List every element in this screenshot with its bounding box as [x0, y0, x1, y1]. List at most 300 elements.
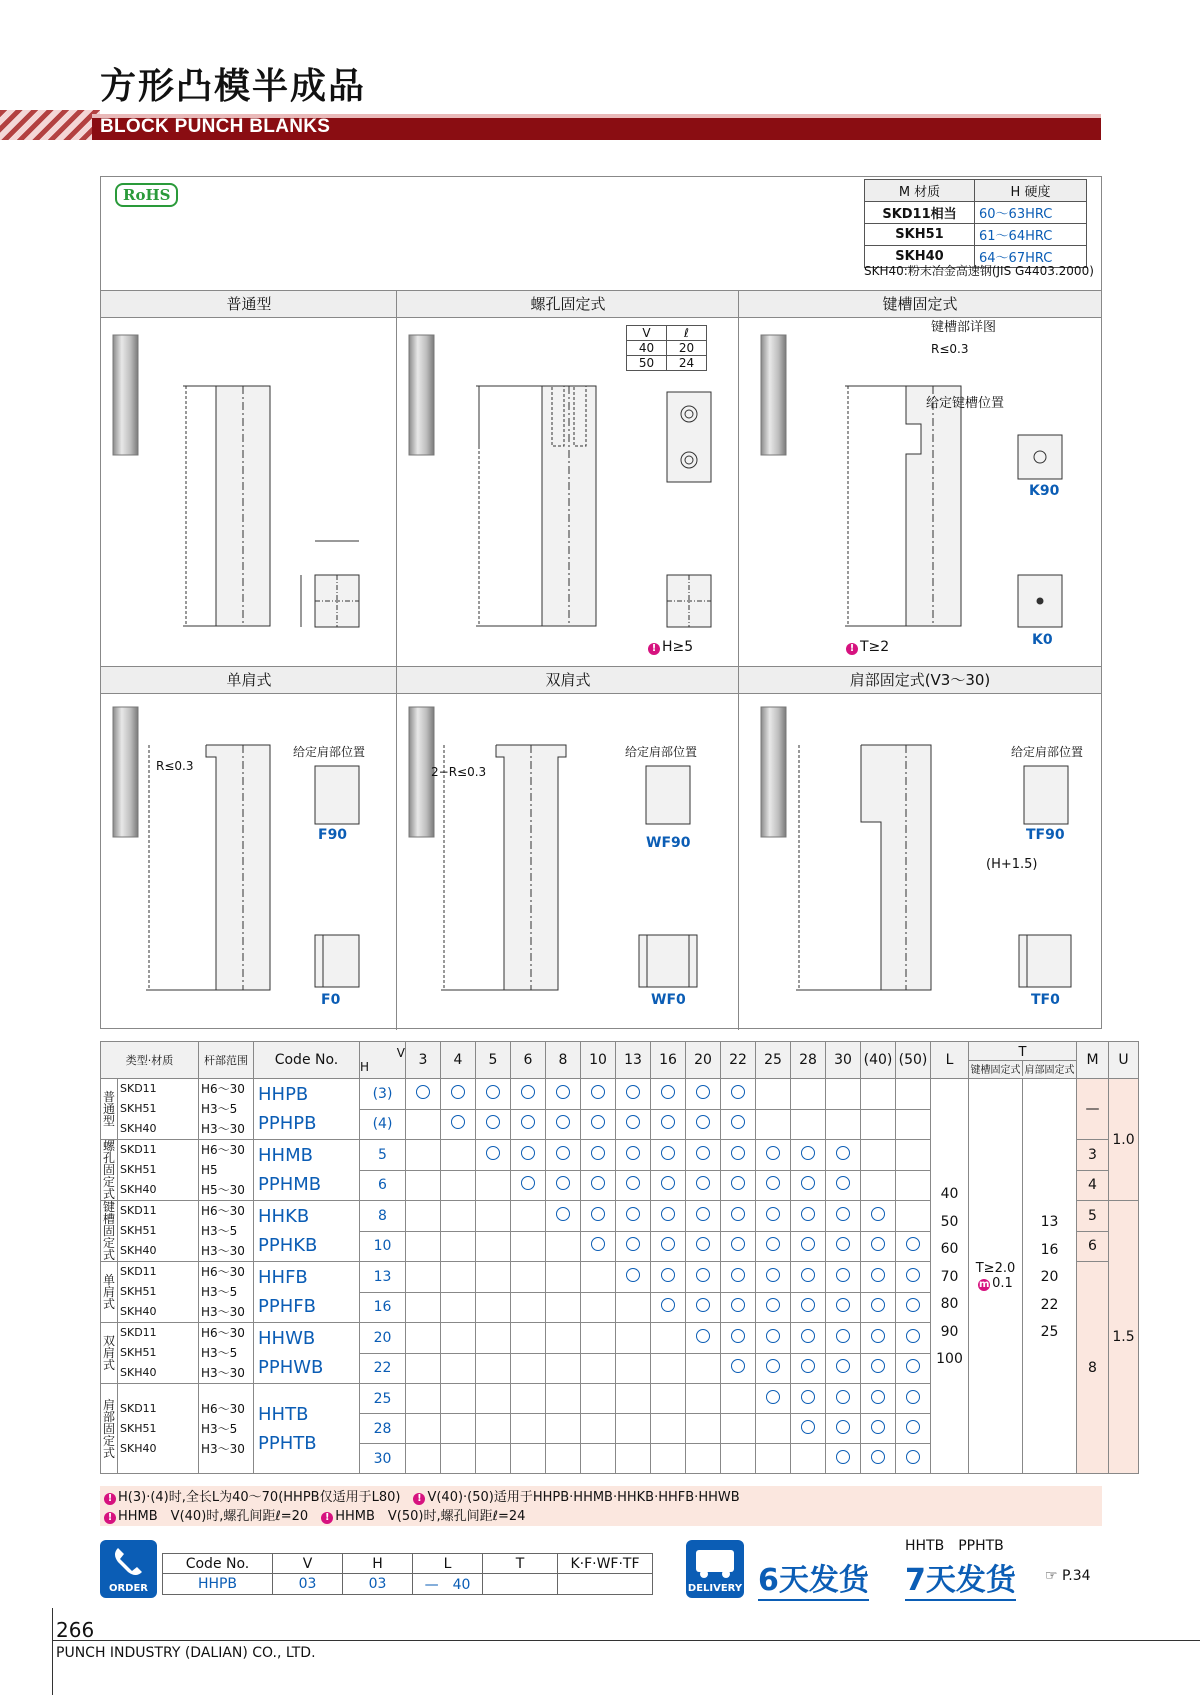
- availability-cell: [476, 1109, 511, 1140]
- availability-cell: [546, 1292, 581, 1323]
- availability-cell: [791, 1444, 826, 1474]
- type-label: 键槽固定式: [101, 1201, 118, 1262]
- availability-cell: [581, 1231, 616, 1262]
- range-header: 杆部范围: [199, 1042, 254, 1079]
- availability-cell: [756, 1262, 791, 1293]
- m-value: 5: [1077, 1201, 1109, 1232]
- v-col: 30: [826, 1042, 861, 1079]
- single-shoulder-position-label: 给定肩部位置: [293, 745, 366, 759]
- availability-cell: [511, 1353, 546, 1384]
- l-header: L: [931, 1042, 969, 1079]
- availability-cell: [476, 1323, 511, 1354]
- type-label: 螺孔固定式: [101, 1140, 118, 1201]
- available-mark: [486, 1085, 500, 1099]
- material-item: SKH40: [120, 1122, 157, 1135]
- available-mark: [661, 1268, 675, 1282]
- available-mark: [416, 1085, 430, 1099]
- panel-title-keyway: 键槽固定式: [739, 291, 1101, 318]
- code-no: HHKB: [258, 1206, 310, 1227]
- material-item: SKD11: [120, 1204, 157, 1217]
- availability-cell: [686, 1292, 721, 1323]
- availability-cell: [896, 1292, 931, 1323]
- availability-cell: [651, 1414, 686, 1444]
- availability-cell: [896, 1140, 931, 1171]
- availability-cell: [861, 1414, 896, 1444]
- available-mark: [521, 1146, 535, 1160]
- k90-label: K90: [1029, 483, 1060, 499]
- company-name: PUNCH INDUSTRY (DALIAN) CO., LTD.: [56, 1645, 316, 1661]
- availability-cell: [651, 1170, 686, 1201]
- material-item: SKH51: [120, 1224, 157, 1237]
- l-value: 60: [940, 1241, 959, 1257]
- availability-cell: [826, 1444, 861, 1474]
- available-mark: [906, 1390, 920, 1404]
- availability-cell: [616, 1414, 651, 1444]
- availability-cell: [826, 1292, 861, 1323]
- panel-title-single-shoulder: 单肩式: [101, 667, 397, 694]
- u-value: 1.0: [1109, 1079, 1139, 1201]
- keyway-position-label: 给定键槽位置: [926, 396, 1005, 411]
- availability-cell: [861, 1323, 896, 1354]
- v-col: 3: [406, 1042, 441, 1079]
- order-value: [483, 1574, 558, 1595]
- availability-cell: [441, 1292, 476, 1323]
- l-value: 50: [940, 1213, 959, 1230]
- h-value: 16: [360, 1292, 406, 1323]
- material-list: [118, 1323, 199, 1384]
- code-cell: [254, 1079, 360, 1140]
- availability-cell: [581, 1292, 616, 1323]
- t-shoulder-value: 13: [1040, 1214, 1059, 1230]
- available-mark: [836, 1207, 850, 1221]
- available-mark: [486, 1115, 500, 1129]
- footer-rule: [52, 1640, 1200, 1641]
- availability-cell: [756, 1201, 791, 1232]
- l-value: 70: [940, 1268, 959, 1285]
- keyway-note: ! T≥2: [846, 639, 889, 655]
- code-no: HHFB: [258, 1267, 308, 1288]
- available-mark: [871, 1420, 885, 1434]
- l-value: 40: [940, 1186, 959, 1202]
- availability-cell: [546, 1444, 581, 1474]
- available-mark: [836, 1420, 850, 1434]
- l-value: 24: [667, 356, 707, 371]
- range-item: H3～30: [201, 1122, 245, 1136]
- available-mark: [906, 1298, 920, 1312]
- delivery-days-extended: 7天发货: [905, 1555, 1016, 1601]
- availability-cell: [616, 1292, 651, 1323]
- availability-cell: [546, 1201, 581, 1232]
- material-note: SKH40:粉末冶金高速钢(JIS G4403.2000): [864, 264, 1094, 278]
- material-list: [118, 1384, 199, 1474]
- available-mark: [766, 1329, 780, 1343]
- available-mark: [626, 1268, 640, 1282]
- order-value: — 40: [413, 1574, 483, 1595]
- available-mark: [801, 1329, 815, 1343]
- material-list: [118, 1201, 199, 1262]
- range-list: [199, 1201, 254, 1262]
- availability-cell: [616, 1384, 651, 1414]
- order-value: 03: [343, 1574, 413, 1595]
- keyway-detail-label: 键槽部详图: [931, 320, 997, 335]
- available-mark: [801, 1359, 815, 1373]
- order-header: H: [343, 1554, 413, 1574]
- availability-cell: [651, 1079, 686, 1110]
- type-material-header: 类型·材质: [101, 1042, 199, 1079]
- availability-cell: [826, 1170, 861, 1201]
- availability-cell: [686, 1353, 721, 1384]
- material-name: SKH51: [865, 224, 975, 246]
- availability-cell: [476, 1231, 511, 1262]
- availability-cell: [476, 1262, 511, 1293]
- code-no: HHWB: [258, 1328, 316, 1349]
- material-item: SKH40: [120, 1244, 157, 1257]
- available-mark: [731, 1237, 745, 1251]
- panel-title-double-shoulder: 双肩式: [397, 667, 739, 694]
- availability-cell: [651, 1140, 686, 1171]
- available-mark: [871, 1237, 885, 1251]
- shoulder-fixed-position-label: 给定肩部位置: [1011, 745, 1084, 759]
- available-mark: [801, 1237, 815, 1251]
- availability-cell: [511, 1323, 546, 1354]
- type-label: 双肩式: [101, 1323, 118, 1384]
- availability-cell: [861, 1140, 896, 1171]
- availability-cell: [721, 1109, 756, 1140]
- t-keyway-header: 键槽固定式: [969, 1061, 1023, 1076]
- availability-cell: [896, 1079, 931, 1110]
- available-mark: [836, 1359, 850, 1373]
- available-mark: [661, 1207, 675, 1221]
- code-no: PPHFB: [258, 1296, 316, 1317]
- available-mark: [486, 1146, 500, 1160]
- available-mark: [556, 1146, 570, 1160]
- availability-cell: [651, 1292, 686, 1323]
- availability-cell: [476, 1140, 511, 1171]
- hardness-header: H 硬度: [975, 180, 1087, 202]
- hardness-value: 64～67HRC: [975, 246, 1087, 268]
- available-mark: [661, 1115, 675, 1129]
- availability-cell: [721, 1140, 756, 1171]
- material-item: SKH40: [120, 1441, 157, 1455]
- double-shoulder-position-label: 给定肩部位置: [625, 745, 698, 759]
- availability-cell: [651, 1262, 686, 1293]
- vh-header: V H: [360, 1042, 406, 1079]
- v-col: 8: [546, 1042, 581, 1079]
- available-mark: [766, 1146, 780, 1160]
- h-value: 8: [360, 1201, 406, 1232]
- available-mark: [731, 1085, 745, 1099]
- availability-cell: [546, 1079, 581, 1110]
- order-header: Code No.: [163, 1554, 273, 1574]
- v-col: 25: [756, 1042, 791, 1079]
- availability-cell: [721, 1170, 756, 1201]
- material-item: SKD11: [120, 1082, 157, 1095]
- availability-cell: [861, 1353, 896, 1384]
- f90-label: F90: [318, 827, 348, 843]
- material-item: SKD11: [120, 1143, 157, 1156]
- u-value: 1.5: [1109, 1201, 1139, 1474]
- page-number: 266: [56, 1618, 95, 1642]
- availability-cell: [406, 1231, 441, 1262]
- availability-cell: [826, 1231, 861, 1262]
- m-value: 4: [1077, 1170, 1109, 1201]
- availability-cell: [721, 1353, 756, 1384]
- availability-cell: [511, 1170, 546, 1201]
- code-header: Code No.: [254, 1042, 360, 1079]
- available-mark: [801, 1298, 815, 1312]
- available-mark: [766, 1298, 780, 1312]
- range-item: H6～30: [201, 1265, 245, 1279]
- product-table: [100, 1041, 1139, 1474]
- l-head: ℓ: [667, 326, 707, 341]
- panel-title-shoulder-fixed: 肩部固定式(V3～30): [739, 667, 1101, 694]
- range-item: H3～5: [201, 1285, 238, 1299]
- availability-cell: [791, 1079, 826, 1110]
- v-col: 20: [686, 1042, 721, 1079]
- range-item: H3～30: [201, 1366, 245, 1380]
- availability-cell: [686, 1262, 721, 1293]
- availability-cell: [721, 1292, 756, 1323]
- available-mark: [731, 1115, 745, 1129]
- availability-cell: [861, 1109, 896, 1140]
- drawing-area: [100, 176, 1102, 1029]
- order-header: K·F·WF·TF: [558, 1554, 653, 1574]
- availability-cell: [791, 1170, 826, 1201]
- availability-cell: [441, 1384, 476, 1414]
- v-col: 10: [581, 1042, 616, 1079]
- available-mark: [626, 1085, 640, 1099]
- availability-cell: [441, 1353, 476, 1384]
- availability-cell: [581, 1353, 616, 1384]
- available-mark: [906, 1359, 920, 1373]
- available-mark: [731, 1176, 745, 1190]
- availability-cell: [686, 1079, 721, 1110]
- available-mark: [626, 1176, 640, 1190]
- t-shoulder-value: 20: [1040, 1269, 1059, 1285]
- availability-cell: [686, 1140, 721, 1171]
- availability-cell: [441, 1231, 476, 1262]
- v-col: 4: [441, 1042, 476, 1079]
- v-col: 13: [616, 1042, 651, 1079]
- available-mark: [906, 1329, 920, 1343]
- available-mark: [836, 1329, 850, 1343]
- availability-cell: [686, 1109, 721, 1140]
- availability-cell: [756, 1231, 791, 1262]
- availability-cell: [721, 1079, 756, 1110]
- availability-cell: [826, 1323, 861, 1354]
- availability-cell: [651, 1109, 686, 1140]
- page-subtitle: BLOCK PUNCH BLANKS: [100, 116, 331, 137]
- available-mark: [661, 1146, 675, 1160]
- range-item: H3～30: [201, 1441, 245, 1456]
- l-value: 20: [667, 341, 707, 356]
- available-mark: [696, 1085, 710, 1099]
- availability-cell: [721, 1323, 756, 1354]
- availability-cell: [616, 1353, 651, 1384]
- m-value: 8: [1077, 1262, 1109, 1474]
- range-item: H6～30: [201, 1326, 245, 1340]
- availability-cell: [896, 1201, 931, 1232]
- available-mark: [801, 1390, 815, 1404]
- available-mark: [696, 1237, 710, 1251]
- availability-cell: [406, 1201, 441, 1232]
- availability-cell: [581, 1079, 616, 1110]
- range-item: H6～30: [201, 1082, 245, 1096]
- available-mark: [696, 1298, 710, 1312]
- available-mark: [591, 1207, 605, 1221]
- code-cell: [254, 1323, 360, 1384]
- available-mark: [836, 1176, 850, 1190]
- available-mark: [556, 1176, 570, 1190]
- available-mark: [591, 1085, 605, 1099]
- material-item: SKH40: [120, 1366, 157, 1379]
- range-item: H3～5: [201, 1102, 238, 1116]
- availability-cell: [476, 1292, 511, 1323]
- available-mark: [661, 1237, 675, 1251]
- available-mark: [626, 1237, 640, 1251]
- availability-cell: [616, 1444, 651, 1474]
- available-mark: [801, 1420, 815, 1434]
- availability-cell: [581, 1384, 616, 1414]
- h-plus-label: (H+1.5): [986, 857, 1038, 872]
- order-value: [558, 1574, 653, 1595]
- available-mark: [766, 1390, 780, 1404]
- availability-cell: [511, 1292, 546, 1323]
- availability-cell: [861, 1292, 896, 1323]
- v-col: (40): [861, 1042, 896, 1079]
- material-item: SKH40: [120, 1183, 157, 1196]
- available-mark: [731, 1146, 745, 1160]
- h-value: 30: [360, 1444, 406, 1474]
- h-value: (3): [360, 1079, 406, 1110]
- availability-cell: [791, 1384, 826, 1414]
- availability-cell: [406, 1079, 441, 1110]
- availability-cell: [476, 1414, 511, 1444]
- availability-cell: [511, 1384, 546, 1414]
- availability-cell: [861, 1079, 896, 1110]
- code-no: PPHPB: [258, 1113, 317, 1134]
- tf0-label: TF0: [1031, 992, 1060, 1008]
- tf90-label: TF90: [1026, 827, 1065, 843]
- availability-cell: [546, 1353, 581, 1384]
- material-item: SKD11: [120, 1326, 157, 1339]
- availability-cell: [896, 1262, 931, 1293]
- availability-cell: [686, 1444, 721, 1474]
- availability-cell: [616, 1109, 651, 1140]
- available-mark: [591, 1176, 605, 1190]
- h-value: 5: [360, 1140, 406, 1171]
- available-mark: [871, 1390, 885, 1404]
- availability-cell: [546, 1140, 581, 1171]
- availability-cell: [896, 1170, 931, 1201]
- h-value: (4): [360, 1109, 406, 1140]
- availability-cell: [441, 1444, 476, 1474]
- availability-cell: [686, 1323, 721, 1354]
- availability-cell: [896, 1384, 931, 1414]
- available-mark: [661, 1176, 675, 1190]
- available-mark: [906, 1237, 920, 1251]
- available-mark: [871, 1298, 885, 1312]
- availability-cell: [896, 1414, 931, 1444]
- available-mark: [556, 1207, 570, 1221]
- availability-cell: [896, 1109, 931, 1140]
- range-item: H3～30: [201, 1305, 245, 1319]
- material-item: SKD11: [120, 1265, 157, 1278]
- availability-cell: [896, 1231, 931, 1262]
- availability-cell: [791, 1353, 826, 1384]
- available-mark: [836, 1146, 850, 1160]
- available-mark: [696, 1146, 710, 1160]
- code-no: PPHWB: [258, 1357, 324, 1378]
- range-list: [199, 1323, 254, 1384]
- wf90-label: WF90: [646, 835, 691, 851]
- availability-cell: [441, 1414, 476, 1444]
- availability-cell: [546, 1262, 581, 1293]
- availability-cell: [756, 1444, 791, 1474]
- available-mark: [871, 1329, 885, 1343]
- availability-cell: [546, 1414, 581, 1444]
- availability-cell: [476, 1353, 511, 1384]
- available-mark: [731, 1207, 745, 1221]
- availability-cell: [756, 1079, 791, 1110]
- availability-cell: [756, 1140, 791, 1171]
- availability-cell: [721, 1201, 756, 1232]
- availability-cell: [756, 1109, 791, 1140]
- t-header: T 键槽固定式 肩部固定式: [969, 1042, 1077, 1079]
- available-mark: [836, 1390, 850, 1404]
- punch-photo: [113, 335, 138, 455]
- availability-cell: [406, 1444, 441, 1474]
- availability-cell: [616, 1201, 651, 1232]
- page-reference[interactable]: ☞ P.34: [1045, 1568, 1091, 1584]
- hardness-value: 61～64HRC: [975, 224, 1087, 246]
- availability-cell: [721, 1262, 756, 1293]
- availability-cell: [826, 1384, 861, 1414]
- available-mark: [731, 1329, 745, 1343]
- availability-cell: [791, 1262, 826, 1293]
- availability-cell: [791, 1323, 826, 1354]
- code-no: HHPB: [258, 1084, 309, 1105]
- h-value: 28: [360, 1414, 406, 1444]
- availability-cell: [756, 1323, 791, 1354]
- available-mark: [906, 1268, 920, 1282]
- availability-cell: [791, 1414, 826, 1444]
- availability-cell: [686, 1170, 721, 1201]
- available-mark: [836, 1268, 850, 1282]
- order-value: HHPB: [163, 1574, 273, 1595]
- availability-cell: [441, 1170, 476, 1201]
- notes-box: [100, 1486, 1102, 1526]
- availability-cell: [651, 1353, 686, 1384]
- availability-cell: [791, 1109, 826, 1140]
- table-row: [101, 1079, 1139, 1110]
- order-header: T: [483, 1554, 558, 1574]
- availability-cell: [826, 1140, 861, 1171]
- range-item: H3～5: [201, 1421, 238, 1436]
- material-item: SKH51: [120, 1163, 157, 1176]
- availability-cell: [581, 1201, 616, 1232]
- f0-label: F0: [321, 992, 341, 1008]
- material-item: SKH51: [120, 1346, 157, 1359]
- availability-cell: [861, 1262, 896, 1293]
- availability-cell: [756, 1353, 791, 1384]
- availability-cell: [406, 1140, 441, 1171]
- type-label: 单肩式: [101, 1262, 118, 1323]
- available-mark: [801, 1176, 815, 1190]
- available-mark: [731, 1359, 745, 1373]
- availability-cell: [476, 1444, 511, 1474]
- v-col: (50): [896, 1042, 931, 1079]
